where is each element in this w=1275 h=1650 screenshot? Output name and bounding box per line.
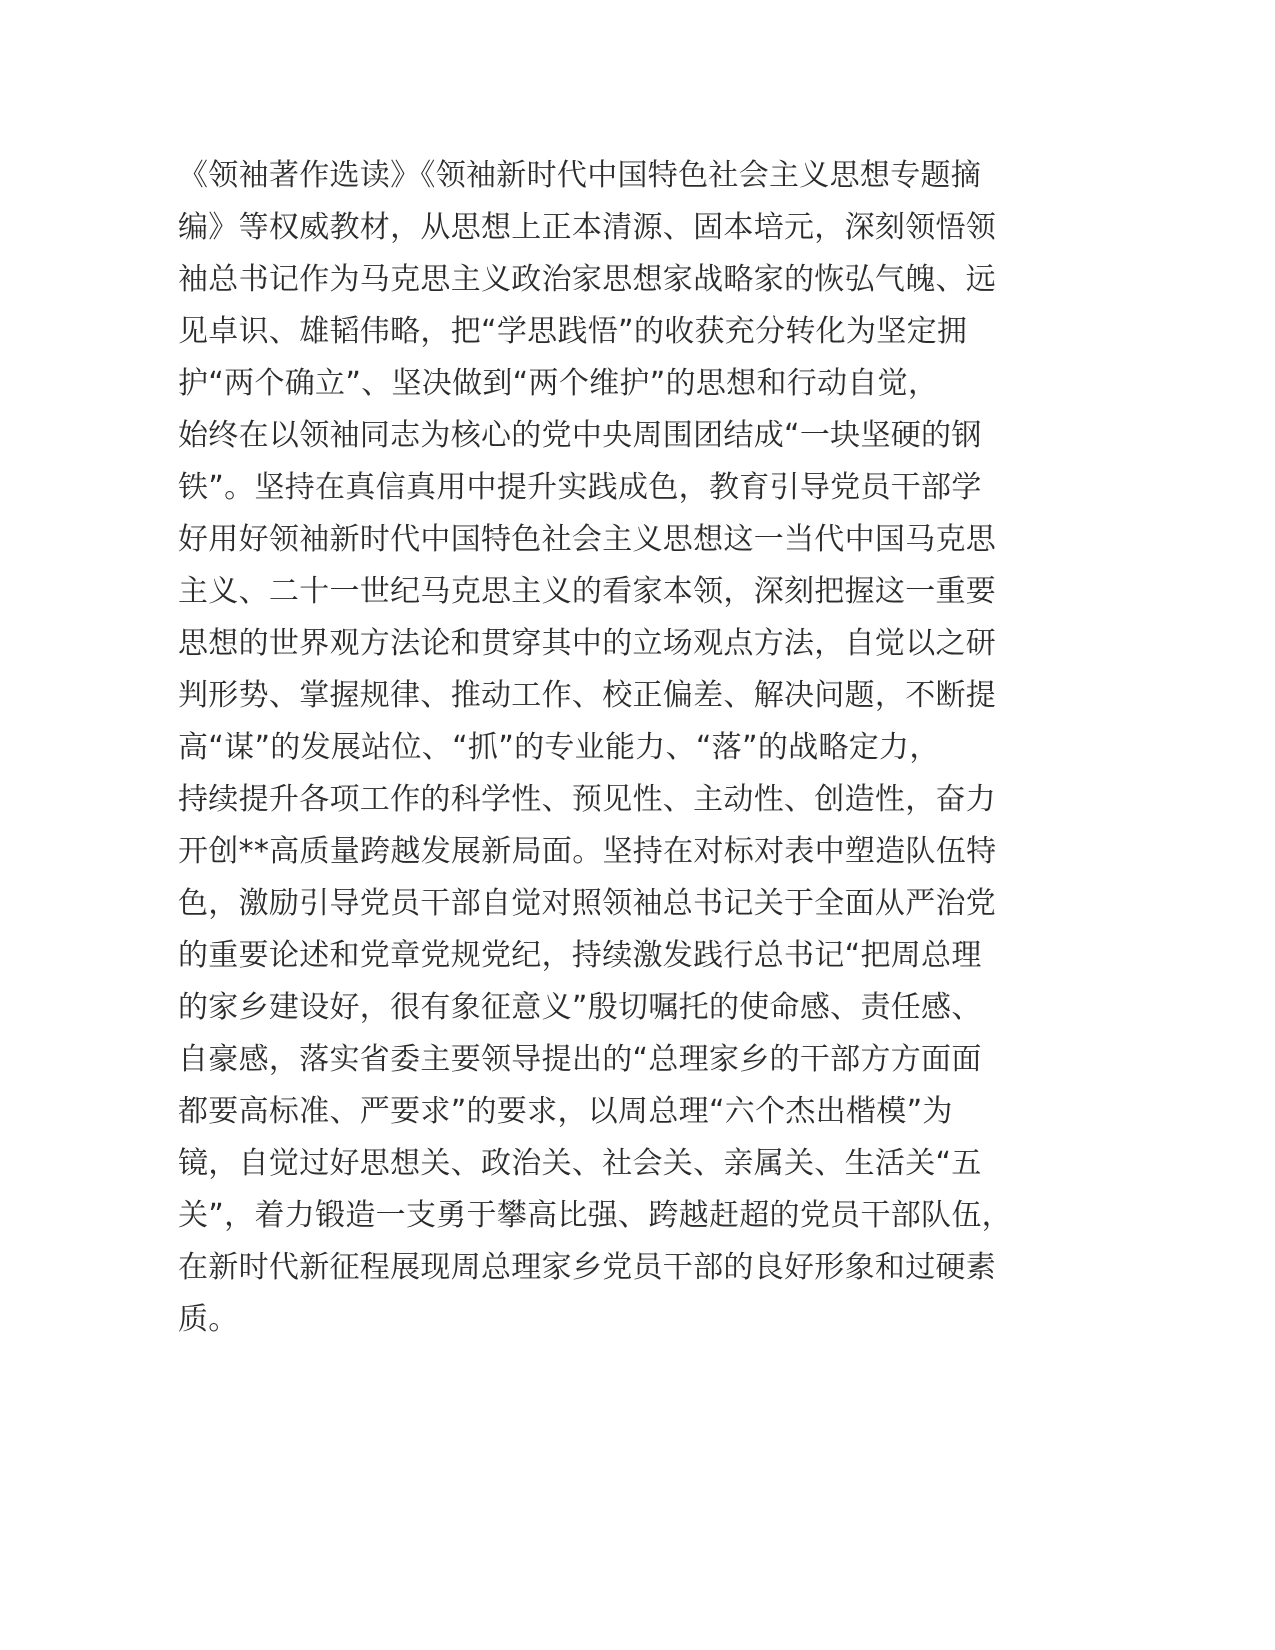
paragraph-line-9: 主义、二十一世纪马克思主义的看家本领，深刻把握这一重要 — [178, 574, 997, 609]
paragraph-line-6: 始终在以领袖同志为核心的党中央周围团结成“一块坚硬的钢 — [178, 418, 982, 453]
paragraph-line-4: 见卓识、雄韬伟略，把“学思践悟”的收获充分转化为坚定拥 — [178, 314, 968, 349]
paragraph-line-16: 的重要论述和党章党规党纪，持续激发践行总书记“把周总理 — [178, 938, 982, 973]
paragraph-line-13: 持续提升各项工作的科学性、预见性、主动性、创造性，奋力 — [178, 782, 997, 817]
paragraph-line-12: 高“谋”的发展站位、“抓”的专业能力、“落”的战略定力， — [178, 730, 940, 765]
paragraph-line-17: 的家乡建设好，很有象征意义”殷切嘱托的使命感、责任感、 — [178, 990, 982, 1025]
paragraph-line-8: 好用好领袖新时代中国特色社会主义思想这一当代中国马克思 — [178, 522, 997, 557]
paragraph-line-10: 思想的世界观方法论和贯穿其中的立场观点方法，自觉以之研 — [178, 626, 997, 661]
paragraph-line-20: 镜，自觉过好思想关、政治关、社会关、亲属关、生活关“五 — [178, 1146, 982, 1181]
paragraph-line-23: 质。 — [178, 1302, 239, 1337]
paragraph-line-1: 《领袖著作选读》《领袖新时代中国特色社会主义思想专题摘 — [178, 158, 982, 193]
paragraph-line-7: 铁”。坚持在真信真用中提升实践成色，教育引导党员干部学 — [178, 470, 982, 505]
paragraph-line-15: 色，激励引导党员干部自觉对照领袖总书记关于全面从严治党 — [178, 886, 997, 921]
paragraph-line-5: 护“两个确立”、坚决做到“两个维护”的思想和行动自觉， — [178, 366, 939, 401]
paragraph-line-18: 自豪感，落实省委主要领导提出的“总理家乡的干部方方面面 — [178, 1042, 982, 1077]
paragraph-line-14: 开创**高质量跨越发展新局面。坚持在对标对表中塑造队伍特 — [178, 834, 997, 869]
paragraph-line-11: 判形势、掌握规律、推动工作、校正偏差、解决问题，不断提 — [178, 678, 997, 713]
paragraph-line-3: 袖总书记作为马克思主义政治家思想家战略家的恢弘气魄、远 — [178, 262, 997, 297]
paragraph-line-19: 都要高标准、严要求”的要求，以周总理“六个杰出楷模”为 — [178, 1094, 953, 1129]
paragraph-line-22: 在新时代新征程展现周总理家乡党员干部的良好形象和过硬素 — [178, 1250, 997, 1285]
body-paragraph — [178, 150, 1058, 1346]
paragraph-line-2: 编》等权威教材，从思想上正本清源、固本培元，深刻领悟领 — [178, 210, 997, 245]
paragraph-line-21: 关”，着力锻造一支勇于攀高比强、跨越赶超的党员干部队伍， — [178, 1198, 1012, 1233]
